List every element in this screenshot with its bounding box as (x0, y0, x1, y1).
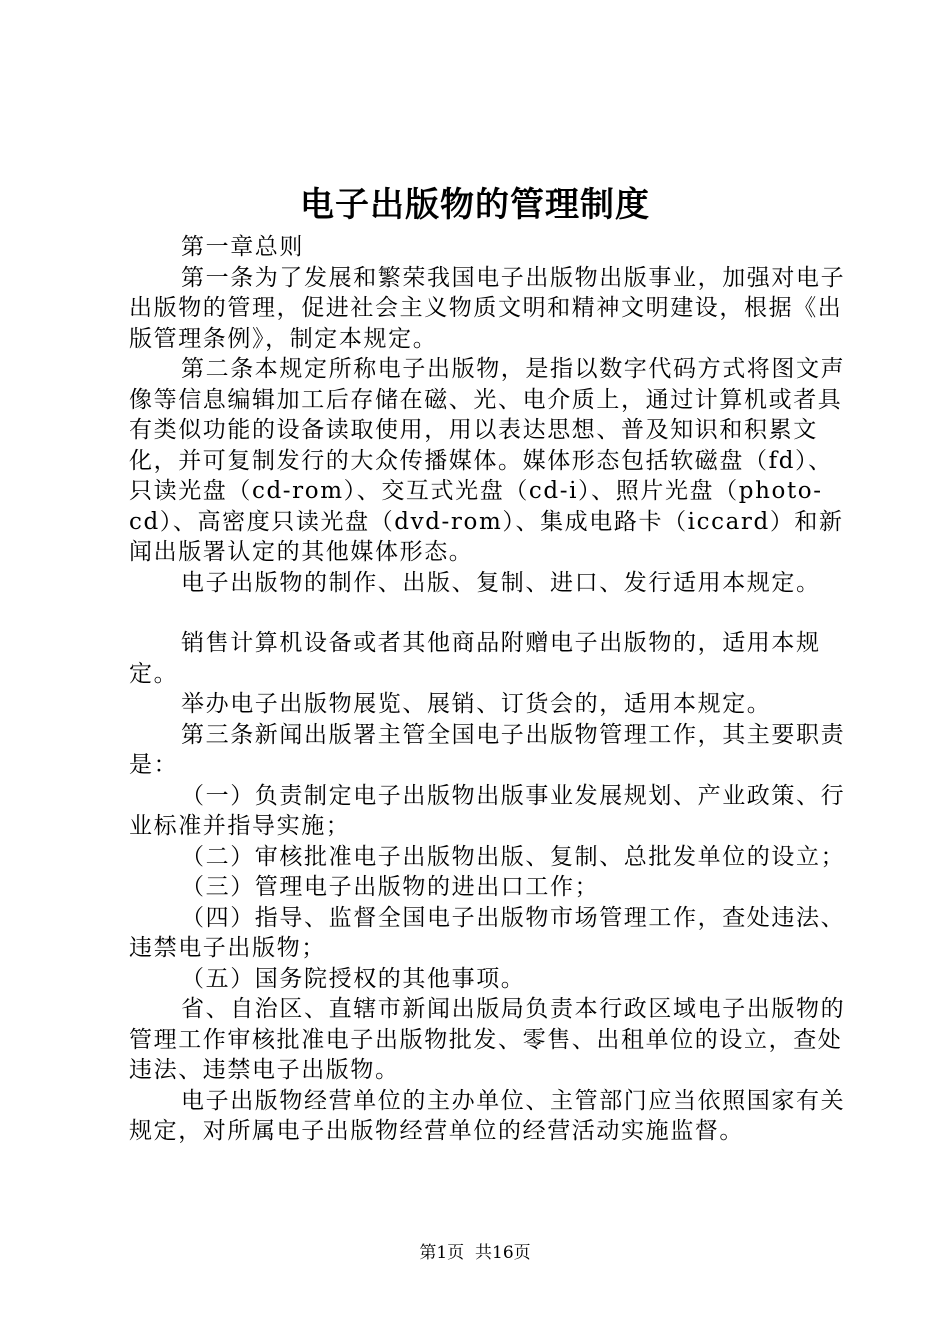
list-item-4: （四）指导、监督全国电子出版物市场管理工作，查处违法、违禁电子出版物； (129, 904, 846, 961)
list-item-2: （二）审核批准电子出版物出版、复制、总批发单位的设立； (181, 843, 846, 870)
paragraph-scope: 电子出版物的制作、出版、复制、进口、发行适用本规定。 (181, 569, 821, 596)
paragraph-sales: 销售计算机设备或者其他商品附赠电子出版物的，适用本规定。 (129, 630, 821, 687)
paragraph-article-3: 第三条新闻出版署主管全国电子出版物管理工作，其主要职责是： (129, 721, 846, 778)
paragraph-exhibitions: 举办电子出版物展览、展销、订货会的，适用本规定。 (181, 691, 772, 717)
paragraph-article-1: 第一条为了发展和繁荣我国电子出版物出版事业，加强对电子出版物的管理，促进社会主义物质文明和精神文明建设，根据《出版管理条例》，制定本规定。 (129, 264, 846, 352)
document-body (129, 232, 857, 1147)
paragraph-provincial: 省、自治区、直辖市新闻出版局负责本行政区域电子出版物的管理工作审核批准电子出版物批发、零售、出租单位的设立，查处违法、违禁电子出版物。 (129, 996, 846, 1083)
page-number: 第1页 (419, 1243, 465, 1263)
paragraph-supervision: 电子出版物经营单位的主办单位、主管部门应当依照国家有关规定，对所属电子出版物经营单位的经营活动实施监督。 (129, 1087, 846, 1144)
page-total: 共16页 (475, 1243, 531, 1263)
list-item-1: （一）负责制定电子出版物出版事业发展规划、产业政策、行业标准并指导实施； (129, 782, 846, 839)
list-item-5: （五）国务院授权的其他事项。 (181, 965, 526, 992)
page-footer (0, 1241, 950, 1265)
list-item-3: （三）管理电子出版物的进出口工作； (181, 874, 600, 900)
document-title: 电子出版物的管理制度 (300, 185, 650, 225)
chapter-heading: 第一章总则 (181, 234, 304, 260)
paragraph-article-2: 第二条本规定所称电子出版物，是指以数字代码方式将图文声像等信息编辑加工后存储在磁、光、电介质上，通过计算机或者具有类似功能的设备读取使用，用以表达思想、普及知识和积累文化，并可复制发行的大众传播媒体。媒体形态包括软磁盘（fd）、只读光盘（cd-rom）、交互式光盘（cd-i）、照片光盘（photo-cd）、高密度只读光盘（dvd-rom）、集成电路卡（iccard）和新闻出版署认定的其他媒体形态。 (129, 356, 846, 565)
